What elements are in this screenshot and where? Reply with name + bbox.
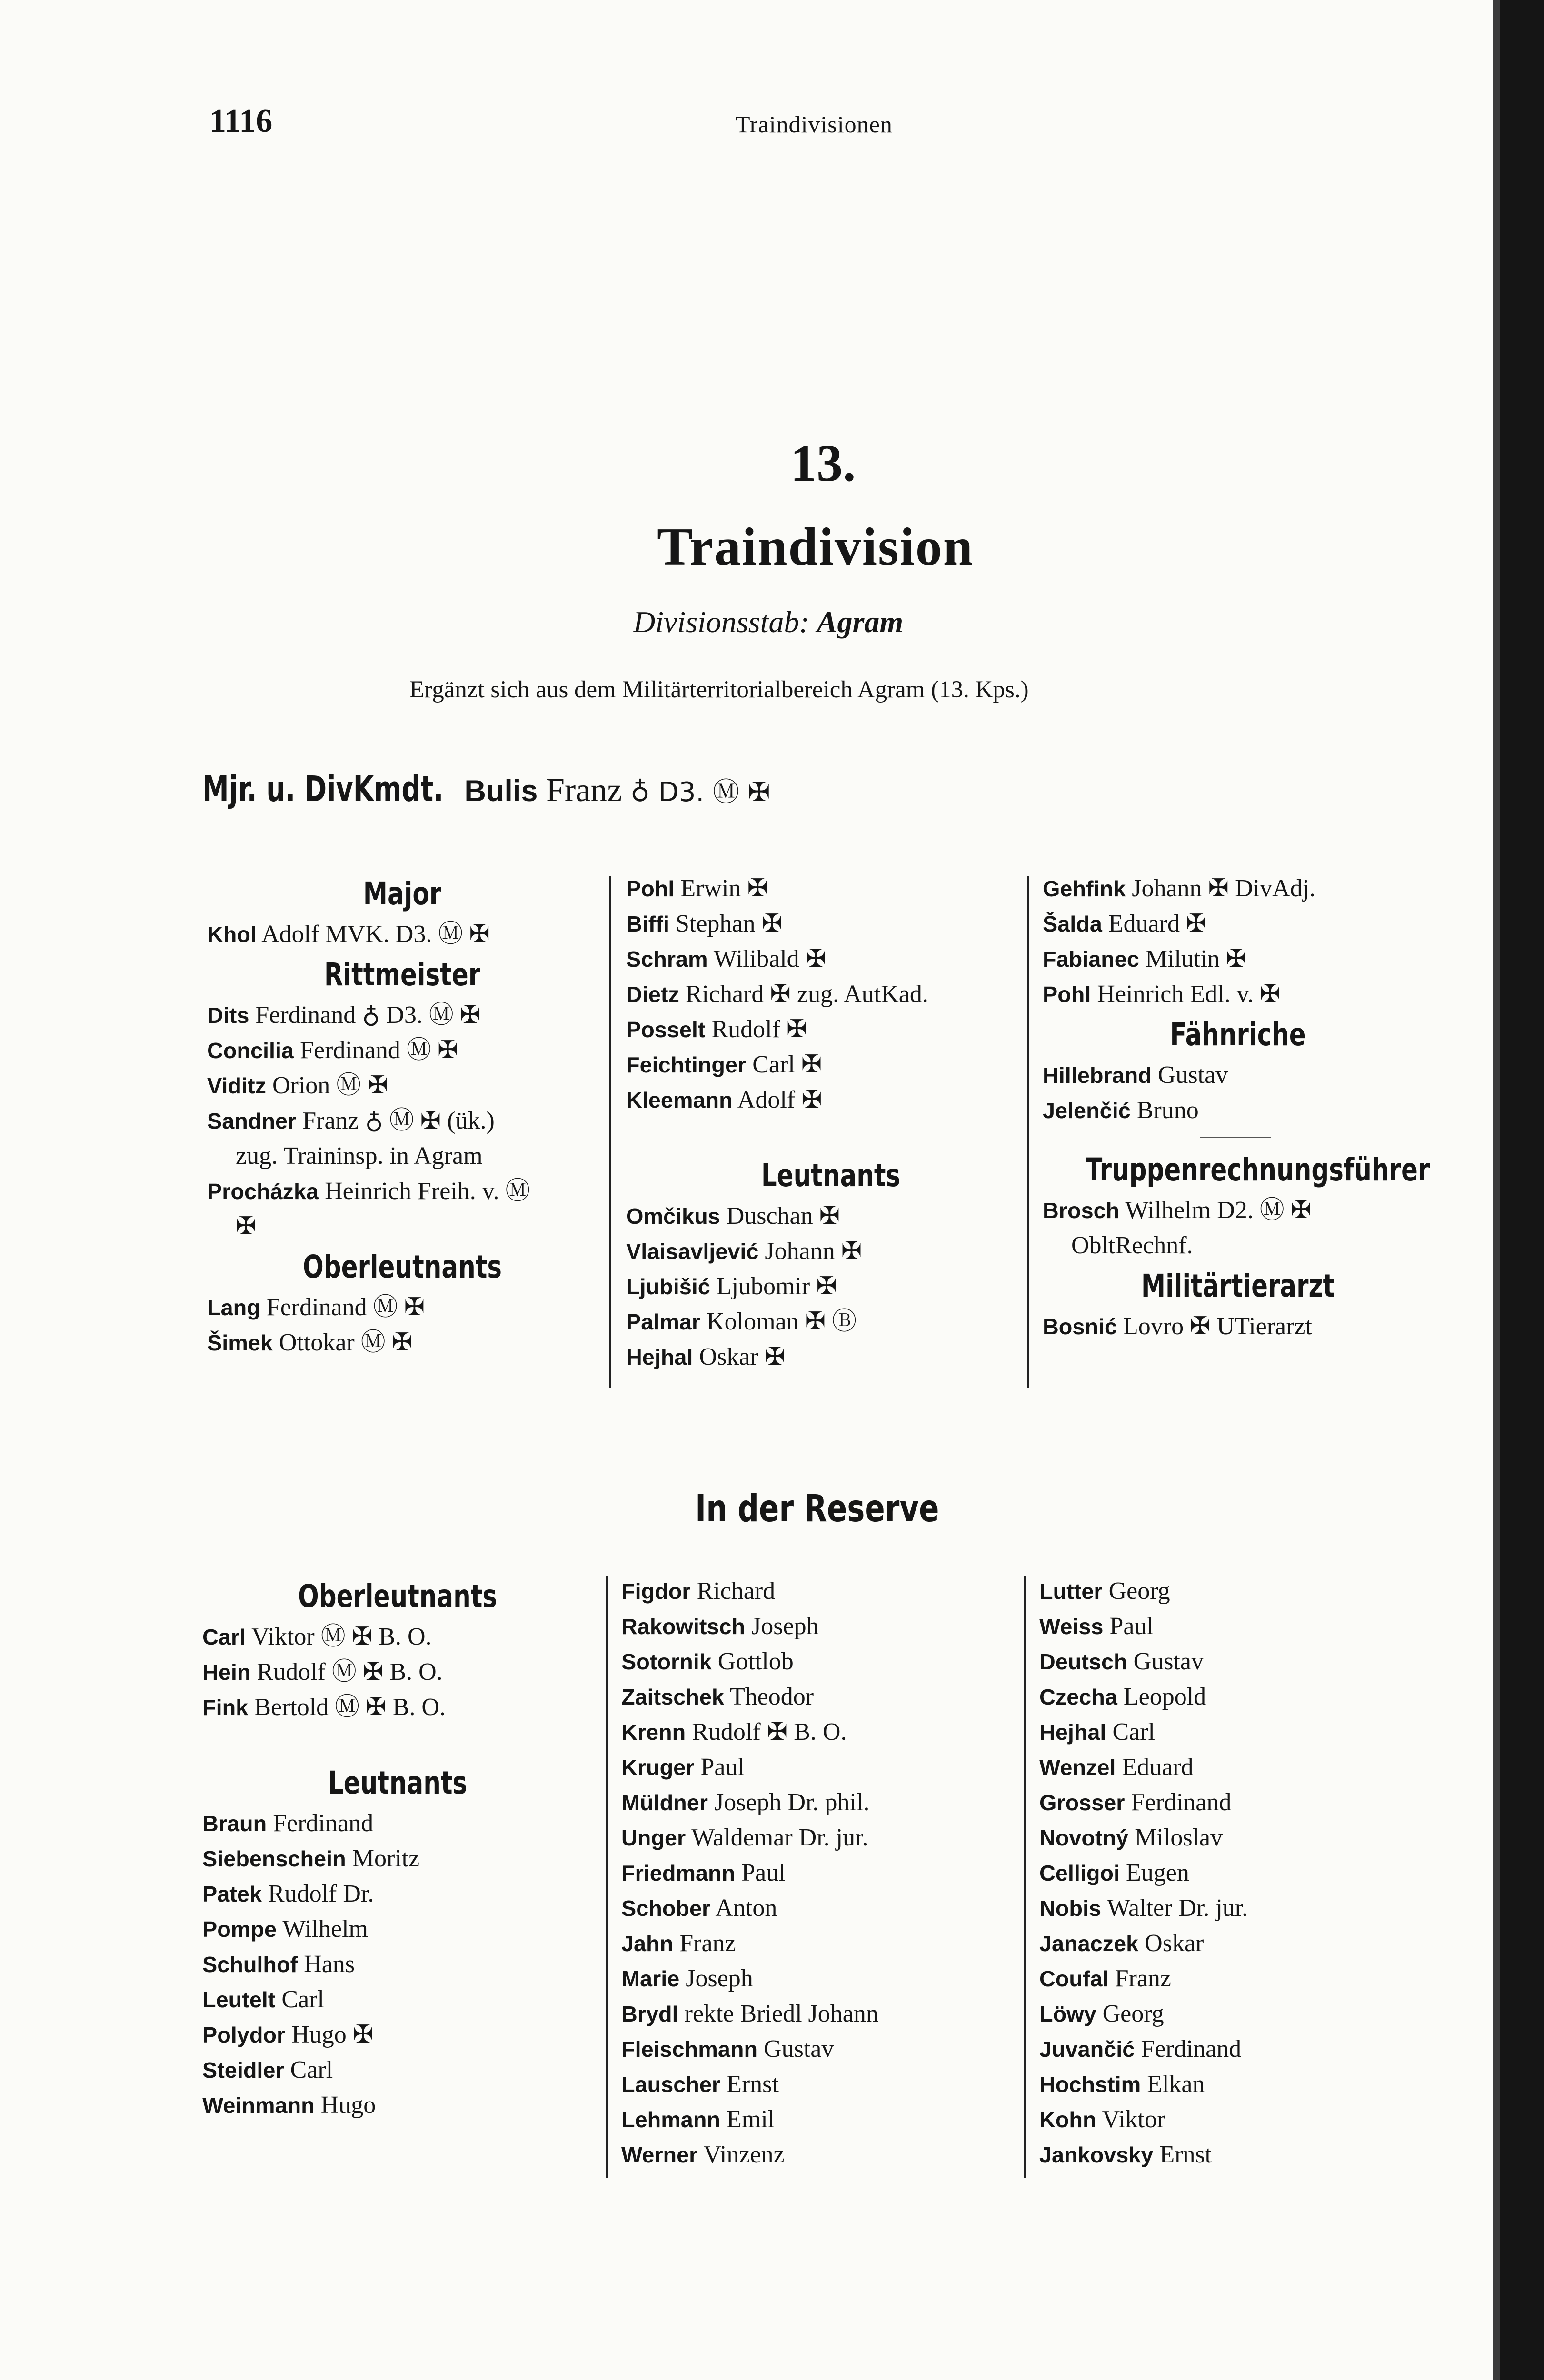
roster-entry	[1043, 1058, 1433, 1093]
given-name-and-marks: Ferdinand ♁ D3. Ⓜ ✠	[255, 1002, 481, 1029]
section-heading: Oberleutnants	[302, 1249, 502, 1285]
roster-entry	[1039, 1574, 1430, 1609]
given-name-and-marks: Elkan	[1147, 2071, 1205, 2098]
staff-line	[633, 605, 903, 640]
surname: Vlaisavljević	[626, 1239, 759, 1264]
roster-entry	[621, 2032, 1031, 2067]
given-name-and-marks: Ernst	[727, 2071, 779, 2098]
surname: Hillebrand	[1043, 1063, 1152, 1088]
roster-entry	[202, 2017, 593, 2053]
roster-entry	[626, 1199, 1036, 1234]
commander-line	[202, 769, 770, 810]
roster-entry	[621, 1820, 1031, 1855]
given-name-and-marks: Ferdinand	[1141, 2035, 1242, 2063]
roster-entry	[626, 1082, 1036, 1118]
surname: Schulhof	[202, 1952, 298, 1977]
given-name-and-marks: Hugo ✠	[291, 2021, 374, 2048]
given-name-and-marks: Milutin ✠	[1145, 945, 1247, 972]
surname: Lehmann	[621, 2107, 721, 2132]
section-heading: Rittmeister	[324, 956, 481, 993]
entry-continuation: ObltRechnf.	[1071, 1232, 1193, 1259]
surname: Steidler	[202, 2058, 284, 2082]
surname: Brydl	[621, 2002, 678, 2026]
roster-entry	[202, 1912, 593, 1947]
scan-border	[1500, 0, 1544, 2380]
surname: Sotornik	[621, 1649, 712, 1674]
roster-entry	[1039, 1926, 1430, 1961]
surname: Khol	[207, 922, 257, 947]
roster-entry	[621, 2102, 1031, 2137]
given-name-and-marks: Carl	[281, 1986, 324, 2013]
roster-entry	[202, 1619, 593, 1655]
roster-entry	[202, 2088, 593, 2123]
division-number: 13.	[790, 434, 856, 492]
staff-location: Agram	[817, 605, 904, 639]
surname: Jahn	[621, 1931, 674, 1956]
surname: Omčikus	[626, 1204, 720, 1229]
surname: Kruger	[621, 1755, 695, 1780]
surname: Celligoi	[1039, 1861, 1120, 1885]
entry-continuation: zug. Traininsp. in Agram	[236, 1142, 483, 1170]
active-column-2	[626, 871, 1036, 1375]
roster-entry	[207, 917, 598, 952]
given-name-and-marks: Wilhelm D2. Ⓜ ✠	[1125, 1197, 1312, 1224]
surname: Procházka	[207, 1179, 319, 1204]
surname: Marie	[621, 1966, 680, 1991]
roster-entry	[1039, 2067, 1430, 2102]
spacer	[202, 1725, 593, 1760]
given-name-and-marks: Ferdinand Ⓜ ✠	[300, 1037, 458, 1064]
surname: Šimek	[207, 1330, 273, 1355]
given-name-and-marks: Moritz	[352, 1845, 420, 1872]
surname: Figdor	[621, 1579, 691, 1604]
roster-entry	[207, 1033, 598, 1068]
surname: Carl	[202, 1625, 246, 1649]
staff-label: Divisionsstab:	[633, 605, 809, 639]
given-name-and-marks: Adolf MVK. D3. Ⓜ ✠	[261, 921, 490, 948]
roster-entry	[621, 1574, 1031, 1609]
given-name-and-marks: Ottokar Ⓜ ✠	[279, 1329, 413, 1356]
roster-entry	[621, 1891, 1031, 1926]
given-name-and-marks: Erwin ✠	[680, 875, 768, 902]
roster-entry	[1039, 1785, 1430, 1820]
surname: Hejhal	[1039, 1720, 1106, 1745]
commander-surname: Bulis	[464, 774, 538, 808]
division-title: Traindivision	[657, 517, 974, 576]
given-name-and-marks: Joseph	[751, 1613, 819, 1640]
roster-entry	[621, 1961, 1031, 1996]
surname: Werner	[621, 2142, 698, 2167]
roster-entry	[626, 1012, 1036, 1047]
surname: Brosch	[1043, 1198, 1120, 1223]
surname: Leutelt	[202, 1987, 276, 2012]
roster-entry	[202, 1841, 593, 1876]
roster-entry	[626, 977, 1036, 1012]
surname: Weinmann	[202, 2093, 315, 2118]
given-name-and-marks: Joseph	[686, 1965, 753, 1992]
column-divider	[1024, 1576, 1026, 2178]
surname: Jankovsky	[1039, 2142, 1154, 2167]
surname: Schram	[626, 947, 708, 972]
given-name-and-marks: Wilhelm	[282, 1915, 368, 1943]
given-name-and-marks: Wilibald ✠	[713, 945, 827, 972]
given-name-and-marks: Duschan ✠	[726, 1202, 840, 1230]
given-name-and-marks: Oskar	[1145, 1930, 1204, 1957]
roster-entry	[202, 2053, 593, 2088]
entry-continuation: ✠	[236, 1213, 257, 1240]
roster-entry	[1043, 1193, 1433, 1228]
roster-entry	[1043, 871, 1433, 906]
commander-rank: Mjr. u. DivKmdt.	[202, 769, 444, 810]
roster-entry	[202, 1947, 593, 1982]
given-name-and-marks: Paul	[1109, 1613, 1154, 1640]
given-name-and-marks: Georg	[1108, 1577, 1170, 1605]
surname: Janaczek	[1039, 1931, 1139, 1956]
given-name-and-marks: Bertold Ⓜ ✠ B. O.	[254, 1694, 446, 1721]
surname: Pohl	[1043, 982, 1091, 1007]
surname: Novotný	[1039, 1825, 1129, 1850]
roster-entry	[621, 1715, 1031, 1750]
surname: Unger	[621, 1825, 686, 1850]
running-head: Traindivisionen	[736, 111, 893, 138]
supplement-note: Ergänzt sich aus dem Militärterritorialbereich Agram (13. Kps.)	[409, 676, 1029, 703]
roster-entry	[1039, 2032, 1430, 2067]
given-name-and-marks: Lovro ✠ UTierarzt	[1123, 1313, 1312, 1340]
given-name-and-marks: Eduard	[1122, 1754, 1194, 1781]
commander-given: Franz	[546, 772, 622, 809]
surname: Lang	[207, 1295, 260, 1320]
roster-entry	[1043, 942, 1433, 977]
roster-entry	[1039, 2137, 1430, 2172]
surname: Polydor	[202, 2023, 286, 2047]
surname: Lutter	[1039, 1579, 1103, 1604]
surname: Löwy	[1039, 2002, 1096, 2026]
given-name-and-marks: Richard ✠ zug. AutKad.	[685, 981, 928, 1008]
roster-entry	[1039, 1679, 1430, 1715]
page-number: 1116	[209, 103, 273, 139]
given-name-and-marks: Carl	[1112, 1718, 1155, 1745]
roster-entry	[626, 1304, 1036, 1339]
surname: Sandner	[207, 1109, 297, 1133]
roster-entry	[626, 1047, 1036, 1082]
roster-entry	[1039, 1750, 1430, 1785]
given-name-and-marks: Franz	[1115, 1965, 1171, 1992]
rule-line	[1200, 1137, 1271, 1138]
roster-entry	[207, 1325, 598, 1360]
given-name-and-marks: Bruno	[1136, 1097, 1199, 1124]
roster-entry	[207, 1068, 598, 1103]
given-name-and-marks: Johann ✠	[765, 1238, 862, 1265]
surname: Schober	[621, 1896, 711, 1921]
given-name-and-marks: Johann ✠ DivAdj.	[1132, 875, 1316, 902]
surname: Ljubišić	[626, 1274, 710, 1299]
surname: Kleemann	[626, 1088, 733, 1112]
surname: Czecha	[1039, 1685, 1117, 1709]
roster-entry	[626, 871, 1036, 906]
given-name-and-marks: Rudolf Dr.	[268, 1880, 374, 1907]
roster-entry	[1039, 1996, 1430, 2032]
roster-entry	[1039, 1820, 1430, 1855]
section-heading: Militärtierarzt	[1141, 1268, 1335, 1304]
given-name-and-marks: Paul	[700, 1754, 745, 1781]
given-name-and-marks: Theodor	[729, 1683, 814, 1710]
given-name-and-marks: Walter Dr. jur.	[1107, 1894, 1248, 1922]
surname: Biffi	[626, 912, 669, 936]
surname: Weiss	[1039, 1614, 1104, 1639]
surname: Palmar	[626, 1309, 701, 1334]
given-name-and-marks: Miloslav	[1135, 1824, 1223, 1851]
surname: Concilia	[207, 1038, 294, 1063]
given-name-and-marks: Vinzenz	[703, 2141, 785, 2168]
roster-entry	[1039, 1715, 1430, 1750]
surname: Lauscher	[621, 2072, 721, 2097]
active-column-3	[1043, 871, 1433, 1344]
surname: Siebenschein	[202, 1846, 346, 1871]
column-divider	[1027, 876, 1029, 1388]
surname: Dits	[207, 1003, 249, 1028]
given-name-and-marks: Paul	[741, 1859, 786, 1886]
surname: Fink	[202, 1695, 249, 1720]
roster-entry	[202, 1655, 593, 1690]
section-heading: Leutnants	[328, 1765, 468, 1801]
short-rule	[1043, 1128, 1433, 1147]
roster-entry	[621, 1996, 1031, 2032]
roster-entry	[626, 1339, 1036, 1375]
roster-entry	[1043, 906, 1433, 942]
given-name-and-marks: Carl	[290, 2056, 333, 2083]
surname: Grosser	[1039, 1790, 1125, 1815]
given-name-and-marks: Stephan ✠	[675, 910, 783, 937]
given-name-and-marks: Oskar ✠	[699, 1343, 786, 1370]
surname: Kohn	[1039, 2107, 1096, 2132]
roster-entry	[621, 1855, 1031, 1891]
surname: Patek	[202, 1882, 262, 1906]
given-name-and-marks: Franz ♁ Ⓜ ✠ (ük.)	[302, 1107, 495, 1134]
surname: Posselt	[626, 1017, 706, 1042]
surname: Coufal	[1039, 1966, 1109, 1991]
surname: Juvančić	[1039, 2037, 1135, 2062]
page-edge-shadow	[1493, 0, 1500, 2380]
surname: Nobis	[1039, 1896, 1101, 1921]
roster-entry	[1039, 1961, 1430, 1996]
section-heading: Fähnriche	[1170, 1016, 1306, 1053]
given-name-and-marks: Orion Ⓜ ✠	[272, 1072, 388, 1099]
section-heading: Major	[363, 875, 442, 912]
roster-entry	[1039, 1644, 1430, 1679]
surname: Wenzel	[1039, 1755, 1116, 1780]
surname: Dietz	[626, 982, 679, 1007]
given-name-and-marks: Hugo	[320, 2092, 376, 2119]
roster-entry	[207, 998, 598, 1033]
given-name-and-marks: Viktor	[1102, 2106, 1165, 2133]
surname: Šalda	[1043, 912, 1102, 936]
surname: Pohl	[626, 876, 675, 901]
roster-entry	[621, 1785, 1031, 1820]
given-name-and-marks: Anton	[715, 1894, 777, 1922]
given-name-and-marks: Ferdinand	[1131, 1789, 1232, 1816]
given-name-and-marks: Gottlob	[717, 1648, 794, 1675]
given-name-and-marks: Gustav	[1157, 1061, 1228, 1089]
given-name-and-marks: Georg	[1102, 2000, 1164, 2027]
roster-entry	[626, 1234, 1036, 1269]
roster-entry	[1043, 977, 1433, 1012]
roster-entry	[207, 1174, 598, 1209]
section-heading: Leutnants	[761, 1157, 901, 1194]
roster-entry	[207, 1103, 598, 1139]
section-heading: Truppenrechnungsführer	[1086, 1151, 1430, 1188]
roster-entry	[202, 1982, 593, 2017]
surname: Deutsch	[1039, 1649, 1127, 1674]
roster-entry	[1043, 1309, 1433, 1344]
given-name-and-marks: Gustav	[764, 2035, 834, 2063]
given-name-and-marks: Rudolf ✠	[711, 1016, 807, 1043]
surname: Fabianec	[1043, 947, 1139, 972]
roster-entry	[202, 1876, 593, 1912]
given-name-and-marks: Ferdinand	[273, 1810, 374, 1837]
roster-entry	[626, 906, 1036, 942]
roster-entry	[626, 1269, 1036, 1304]
roster-entry	[1039, 1855, 1430, 1891]
given-name-and-marks: Franz	[679, 1930, 736, 1957]
commander-marks: ♁ D3. Ⓜ ✠	[630, 777, 770, 808]
given-name-and-marks: Richard	[697, 1577, 776, 1605]
given-name-and-marks: Koloman ✠ Ⓑ	[707, 1308, 857, 1335]
surname: Krenn	[621, 1720, 686, 1745]
roster-entry	[621, 1609, 1031, 1644]
surname: Hejhal	[626, 1345, 693, 1369]
given-name-and-marks: Carl ✠	[752, 1051, 822, 1078]
roster-entry	[621, 1750, 1031, 1785]
given-name-and-marks: Ferdinand Ⓜ ✠	[266, 1294, 425, 1321]
reserve-column-3	[1039, 1574, 1430, 2172]
given-name-and-marks: Joseph Dr. phil.	[714, 1789, 870, 1816]
surname: Fleischmann	[621, 2037, 758, 2062]
roster-entry	[1043, 1093, 1433, 1128]
active-column-1	[207, 871, 598, 1360]
given-name-and-marks: Rudolf ✠ B. O.	[692, 1718, 847, 1745]
roster-entry	[1039, 2102, 1430, 2137]
roster-entry	[626, 942, 1036, 977]
reserve-heading: In der Reserve	[695, 1488, 939, 1530]
surname: Pompe	[202, 1917, 277, 1942]
surname: Jelenčić	[1043, 1098, 1131, 1123]
roster-entry	[1039, 1609, 1430, 1644]
surname: Zaitschek	[621, 1685, 724, 1709]
surname: Rakowitsch	[621, 1614, 746, 1639]
surname: Hein	[202, 1660, 251, 1685]
surname: Müldner	[621, 1790, 708, 1815]
given-name-and-marks: Eduard ✠	[1108, 910, 1207, 937]
reserve-column-1	[202, 1574, 593, 2123]
given-name-and-marks: Waldemar Dr. jur.	[691, 1824, 868, 1851]
roster-entry	[621, 2067, 1031, 2102]
given-name-and-marks: Gustav	[1133, 1648, 1204, 1675]
given-name-and-marks: Emil	[727, 2106, 775, 2133]
roster-entry	[207, 1290, 598, 1325]
given-name-and-marks: Hans	[304, 1951, 355, 1978]
given-name-and-marks: rekte Briedl Johann	[684, 2000, 878, 2027]
given-name-and-marks: Leopold	[1123, 1683, 1206, 1710]
given-name-and-marks: Adolf ✠	[737, 1086, 822, 1113]
given-name-and-marks: Rudolf Ⓜ ✠ B. O.	[257, 1658, 443, 1686]
spacer	[626, 1118, 1036, 1153]
surname: Friedmann	[621, 1861, 736, 1885]
surname: Hochstim	[1039, 2072, 1141, 2097]
given-name-and-marks: Ljubomir ✠	[716, 1273, 837, 1300]
column-divider	[606, 1576, 608, 2178]
surname: Bosnić	[1043, 1314, 1117, 1339]
roster-entry	[621, 1926, 1031, 1961]
given-name-and-marks: Heinrich Edl. v. ✠	[1097, 981, 1281, 1008]
given-name-and-marks: Viktor Ⓜ ✠ B. O.	[251, 1623, 432, 1650]
roster-entry	[202, 1690, 593, 1725]
surname: Braun	[202, 1811, 267, 1836]
surname: Gehfink	[1043, 876, 1126, 901]
column-divider	[609, 876, 611, 1388]
section-heading: Oberleutnants	[298, 1578, 498, 1615]
given-name-and-marks: Ernst	[1159, 2141, 1212, 2168]
roster-entry	[621, 1679, 1031, 1715]
given-name-and-marks: Heinrich Freih. v. Ⓜ	[325, 1178, 530, 1205]
roster-entry	[202, 1806, 593, 1841]
roster-entry	[1039, 1891, 1430, 1926]
given-name-and-marks: Eugen	[1126, 1859, 1189, 1886]
roster-entry	[621, 1644, 1031, 1679]
surname: Feichtinger	[626, 1052, 747, 1077]
reserve-column-2	[621, 1574, 1031, 2172]
surname: Viditz	[207, 1073, 266, 1098]
roster-entry	[621, 2137, 1031, 2172]
